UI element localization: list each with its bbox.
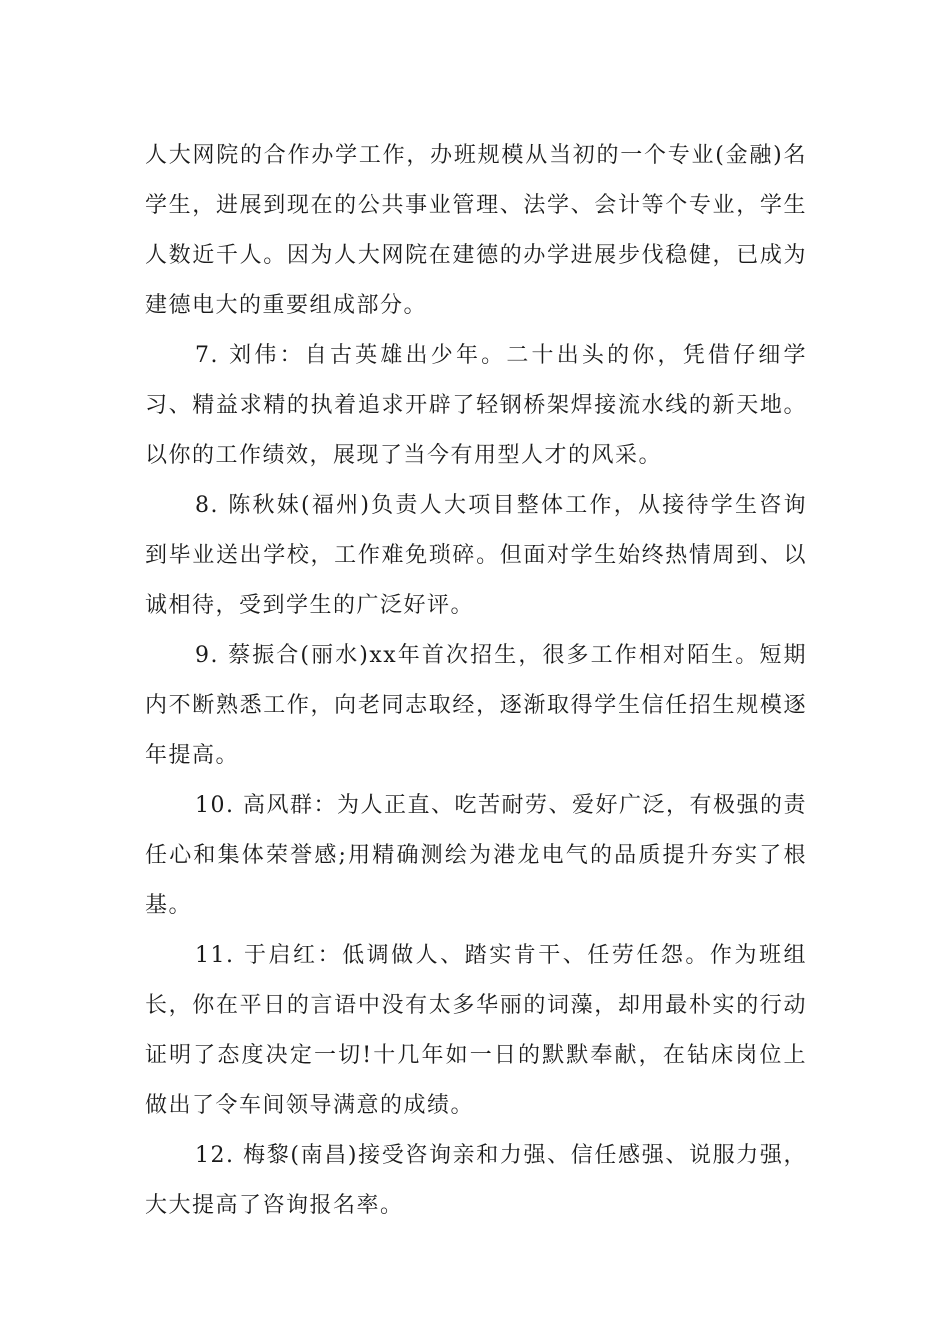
paragraph-item-7: 7. 刘伟：自古英雄出少年。二十出头的你，凭借仔细学习、精益求精的执着追求开辟了轻钢桥架焊接流水线的新天地。以你的工作绩效，展现了当今有用型人才的风采。 [145, 343, 807, 468]
paragraph-item-8: 8. 陈秋妹(福州)负责人大项目整体工作，从接待学生咨询到毕业送出学校，工作难免琐碎。但面对学生始终热情周到、以诚相待，受到学生的广泛好评。 [145, 493, 807, 618]
paragraph-item-12: 12. 梅黎(南昌)接受咨询亲和力强、信任感强、说服力强，大大提高了咨询报名率。 [145, 1143, 807, 1218]
paragraph-item-9: 9. 蔡振合(丽水)xx年首次招生，很多工作相对陌生。短期内不断熟悉工作，向老同志取经，逐渐取得学生信任招生规模逐年提高。 [145, 643, 807, 768]
document-body [145, 131, 807, 1231]
paragraph-continuation: 人大网院的合作办学工作，办班规模从当初的一个专业(金融)名学生，进展到现在的公共事业管理、法学、会计等个专业，学生人数近千人。因为人大网院在建德的办学进展步伐稳健，已成为建德电大的重要组成部分。 [145, 143, 807, 318]
paragraph-item-10: 10. 高风群：为人正直、吃苦耐劳、爱好广泛，有极强的责任心和集体荣誉感;用精确测绘为港龙电气的品质提升夯实了根基。 [145, 793, 807, 918]
paragraph-item-11: 11. 于启红：低调做人、踏实肯干、任劳任怨。作为班组长，你在平日的言语中没有太多华丽的词藻，却用最朴实的行动证明了态度决定一切!十几年如一日的默默奉献，在钻床岗位上做出了令车间领导满意的成绩。 [145, 943, 807, 1118]
